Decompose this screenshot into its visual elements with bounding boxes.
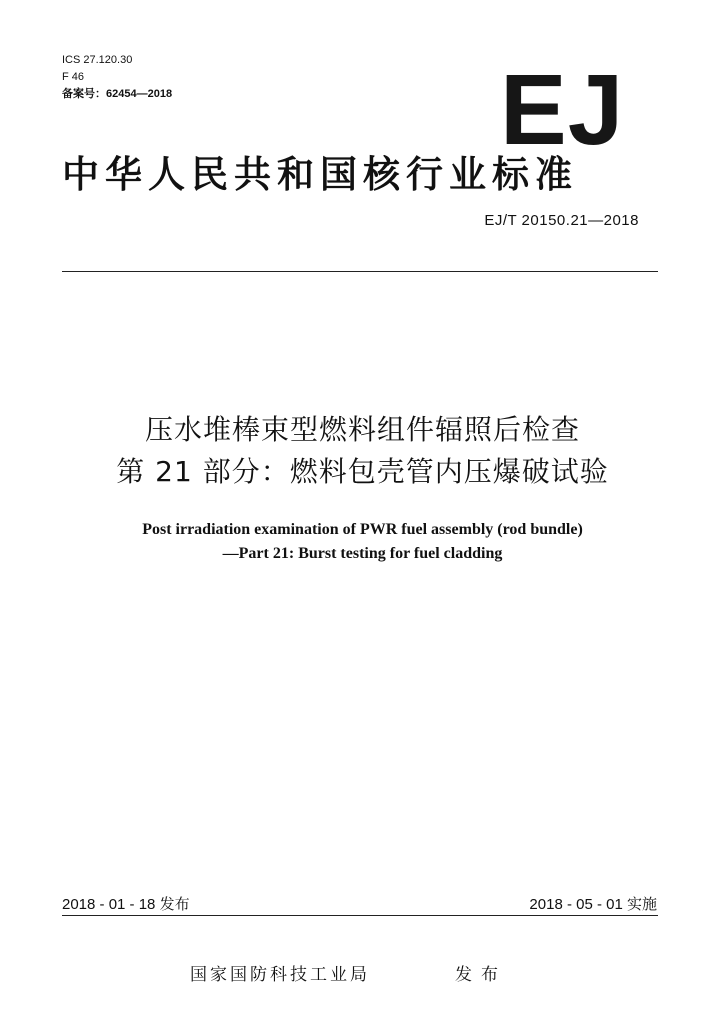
ej-logo: EJ: [500, 54, 625, 166]
standard-class-heading: 中华人民共和国核行业标准: [62, 153, 578, 196]
document-metadata: [62, 52, 172, 103]
standard-number: EJ/T 20150.21—2018: [484, 212, 639, 229]
title-english-line2: —Part 21: Burst testing for fuel cladding: [222, 545, 503, 562]
implementation-date: 2018 - 05 - 01 实施: [529, 896, 657, 913]
ccs-code: F 46: [62, 71, 85, 83]
bottom-divider: [62, 915, 658, 916]
publisher-name: 国家国防科技工业局: [190, 965, 370, 985]
issue-date: 2018 - 01 - 18 发布: [62, 896, 190, 913]
top-divider: [62, 271, 658, 272]
publish-label: 发布: [455, 965, 507, 985]
title-chinese-line2: 第 21 部分：燃料包壳管内压爆破试验: [116, 455, 609, 488]
record-number: 备案号：62454—2018: [62, 88, 173, 100]
title-english-line1: Post irradiation examination of PWR fuel assembly (rod bundle): [142, 521, 583, 538]
title-chinese-line1: 压水堆棒束型燃料组件辐照后检查: [144, 413, 580, 446]
ics-code: ICS 27.120.30: [62, 54, 133, 66]
